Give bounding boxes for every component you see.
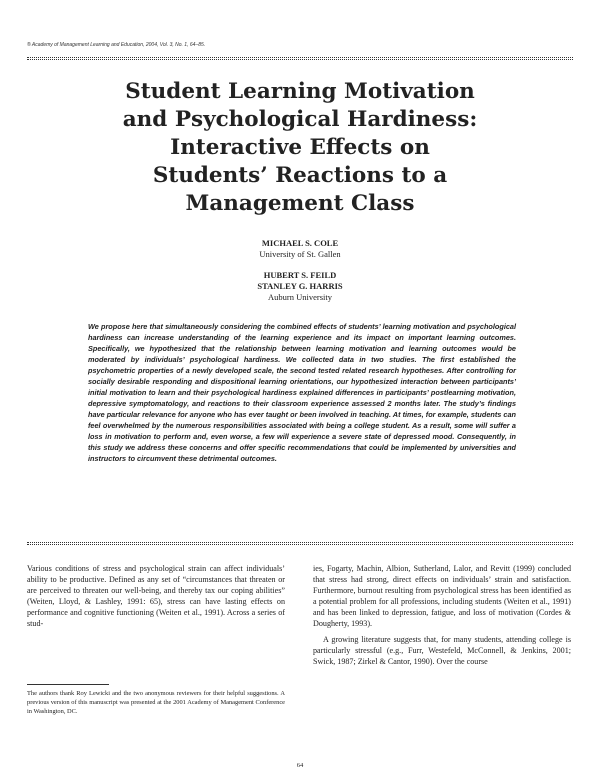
footnote: The authors thank Roy Lewicki and the two anonymous reviewers for their helpful suggestions. A previous version of this manuscript was presented at the 2001 Academy of Management Conference in Washington, DC. [27, 690, 285, 715]
body-paragraph: Various conditions of stress and psychological strain can affect individuals’ ability to be productive. Defined as any set of “circumstances that threaten or are perceived to threaten our well-being, and thereby tax our coping abilities” (Weiten, Lloyd, & Lashley, 1991: 65), stress can have lasting effects on performance and cognitive functioning (Weiten et al., 1991). Across a series of stud- [27, 564, 285, 628]
author-name: MICHAEL S. COLE [261, 238, 339, 248]
abstract-divider-secondary [27, 544, 573, 545]
body-column-right [313, 563, 571, 667]
title-line: Management Class [185, 191, 415, 216]
title-line: Students’ Reactions to a [152, 163, 448, 188]
author-block-1 [150, 238, 450, 260]
header-divider [27, 57, 573, 58]
article-title [60, 78, 540, 218]
author-block-2 [150, 270, 450, 303]
journal-citation: ® Academy of Management Learning and Education, 2004, Vol. 3, No. 1, 64–85. [27, 42, 206, 48]
title-line: and Psychological Hardiness: [122, 107, 478, 132]
title-line: Student Learning Motivation [125, 79, 475, 104]
author-affiliation: Auburn University [268, 292, 332, 302]
abstract-divider [27, 542, 573, 543]
page-number: 64 [296, 762, 304, 769]
header-divider-secondary [27, 59, 573, 60]
author-affiliation: University of St. Gallen [259, 249, 341, 259]
footnote-rule [27, 684, 109, 685]
body-column-left [27, 563, 285, 629]
abstract: We propose here that simultaneously considering the combined effects of students’ learning motivation and psychological hardiness can increase understanding of the learning experience and its impact on important learning outcomes. Specifically, we hypothesized that the relationship between learning motivation and learning outcomes would be moderated by individuals’ psychological hardiness. We collected data in two studies. The first established the psychometric properties of a newly developed scale, the second tested related research hypotheses. After controlling for socially desirable responding and dispositional learning orientations, our hypothesized interaction between participants’ initial motivation to learn and their psychological hardiness explained differences in participants’ postlearning motivation, depressive symptomatology, and reactions to their classroom experience assessed 2 months later. The study’s findings have particular relevance for anyone who has ever taught or been involved in teaching. At times, for example, students can feel overwhelmed by the numerous responsibilities associated with being a college student. As a result, some will suffer a loss in motivation to perform and, even worse, a few will experience a severe state of depressed mood. Consequently, in this study we address these concerns and offer specific recommendations that could be implemented by universities and instructors to circumvent these detrimental outcomes. [88, 322, 516, 463]
body-paragraph: ies, Fogarty, Machin, Albion, Sutherland, Lalor, and Revitt (1999) concluded that stress had strong, direct effects on individuals’ strain and satisfaction. Furthermore, burnout resulting from psychological stress has been identified as a potential problem for all professions, including students (Weiten et al., 1991) and has been linked to depression, fatigue, and loss of motivation (Cordes & Dougherty, 1993). [313, 564, 571, 628]
title-line: Interactive Effects on [170, 135, 430, 160]
body-paragraph: A growing literature suggests that, for many students, attending college is particularly stressful (e.g., Furr, Westefeld, McConnell, & Jenkins, 2001; Swick, 1987; Zirkel & Cantor, 1990). Over the course [313, 635, 571, 666]
author-name: HUBERT S. FEILD [263, 270, 337, 280]
author-name: STANLEY G. HARRIS [257, 281, 343, 291]
